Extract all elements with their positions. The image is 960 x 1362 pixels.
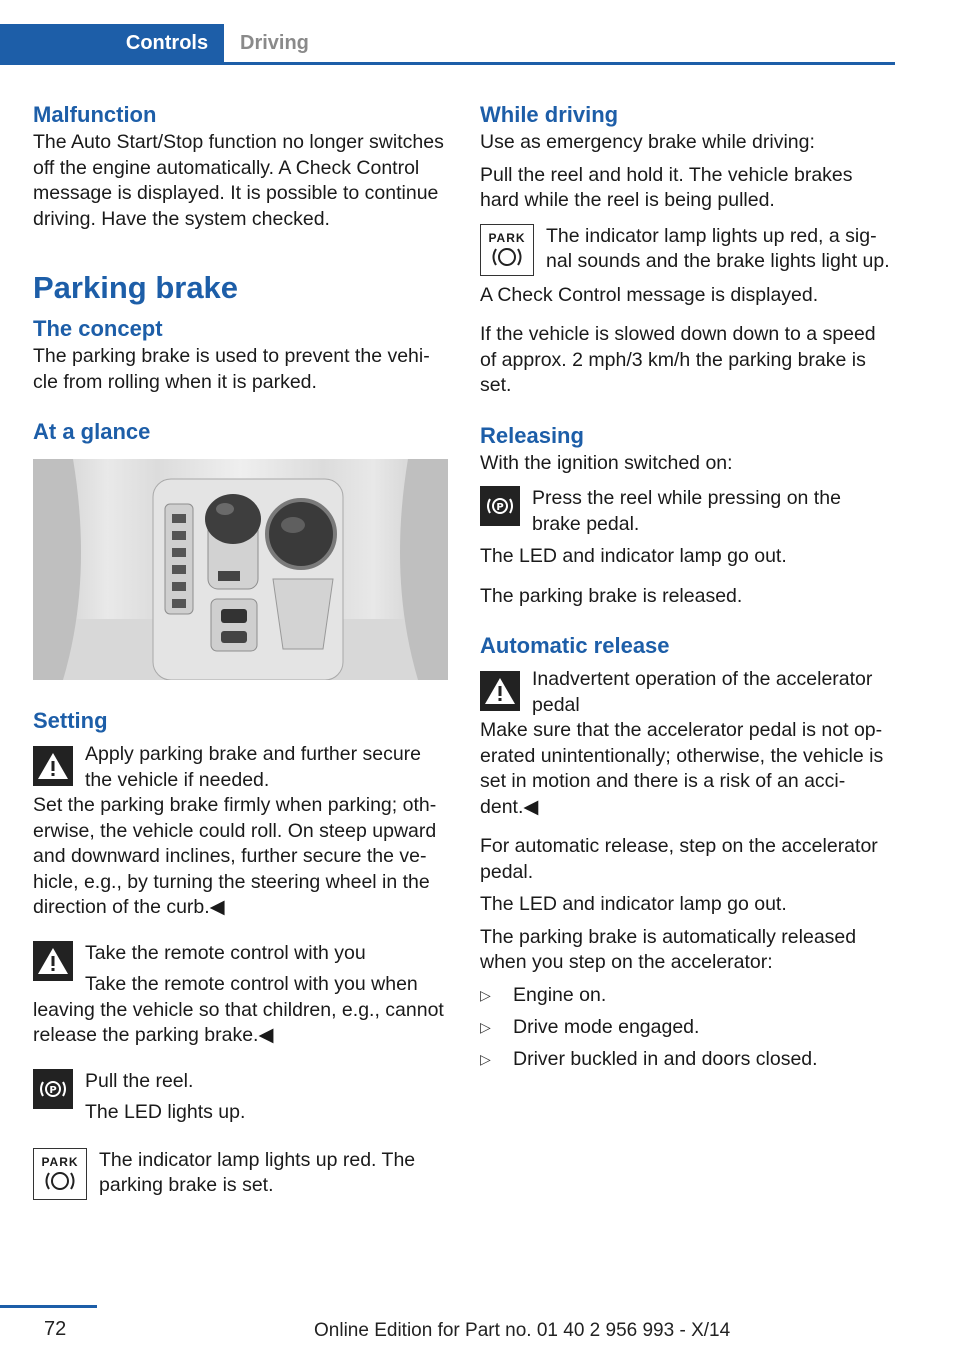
right-column	[480, 100, 895, 1079]
releasing-p2: The LED and indicator lamp go out.	[480, 545, 787, 567]
release-press-row	[480, 486, 895, 537]
bullet-triangle-icon: ▷	[480, 1018, 491, 1035]
section-title: Parking brake	[33, 270, 239, 305]
footer-rule	[0, 1305, 97, 1308]
malfunction-text: The Auto Start/Stop function no longer switches off the engine automatically. A Check Control message is displayed. It is possible to continue driving. Have the system checked.	[33, 131, 444, 230]
driving-p2: Pull the reel and hold it. The vehicle brakes hard while the reel is being pulled.	[480, 163, 853, 211]
warning-triangle-icon	[33, 746, 73, 786]
glance-heading: At a glance	[33, 419, 151, 444]
while-driving-heading: While driving	[480, 102, 619, 127]
indicator-set-text: The indicator lamp lights up red. The parking brake is set.	[99, 1148, 416, 1196]
driving-indicator-row	[480, 224, 895, 276]
led-lights-text: The LED lights up.	[85, 1101, 246, 1123]
releasing-p1: With the ignition switched on:	[480, 451, 733, 474]
warning-triangle-icon	[480, 671, 520, 711]
bullet-triangle-icon: ▷	[480, 1050, 491, 1067]
concept-heading: The concept	[33, 316, 163, 341]
warning-remote	[33, 941, 448, 998]
setting-heading: Setting	[33, 708, 108, 733]
automatic-release-heading: Automatic release	[480, 633, 670, 658]
bullet-triangle-icon: ▷	[480, 986, 491, 1003]
indicator-row	[33, 1148, 448, 1200]
header-bar	[0, 0, 895, 65]
driving-p4: If the vehicle is slowed down down to a speed of approx. 2 mph/3 km/h the parking brake is set.	[480, 323, 876, 396]
releasing-p3: The parking brake is released.	[480, 584, 743, 607]
console-illustration	[33, 459, 448, 680]
parking-brake-button-icon	[480, 486, 520, 526]
park-indicator-lamp-icon	[33, 1148, 87, 1200]
console-drawing	[33, 459, 448, 680]
pull-reel-row	[33, 1069, 448, 1126]
auto-p1: For automatic release, step on the accelerator pedal.	[480, 835, 878, 883]
warning2-text: leaving the vehicle so that children, e.g., cannot release the parking brake.◀	[33, 998, 444, 1046]
page-number: 72	[44, 1318, 67, 1340]
driving-indicator-text: The indicator lamp lights up red, a signal sounds and the brake lights light up.	[546, 224, 890, 272]
park-label: PARK	[41, 1154, 79, 1169]
list-item: ▷ Driver buckled in and doors closed.	[480, 1047, 895, 1073]
svg-text:P: P	[496, 502, 504, 513]
tab-driving[interactable]: Driving	[240, 32, 309, 54]
warning-setting	[33, 742, 448, 793]
warning1-text: Set the parking brake firmly when parking; otherwise, the vehicle could roll. On steep upward and downward inclines, further secure the vehicle, e.g., by turning the steering wheel in the direction of the curb.◀	[33, 794, 437, 918]
warning1-title: Apply parking brake and further secure the vehicle if needed.	[85, 743, 422, 791]
auto-warning-row	[480, 667, 895, 718]
malfunction-heading: Malfunction	[33, 102, 157, 127]
auto-p3: The parking brake is automatically released when you step on the accelerator:	[480, 925, 857, 973]
warning2-text-line1: Take the remote control with you when	[85, 973, 418, 995]
warning2-title: Take the remote control with you	[85, 941, 366, 964]
concept-text: The parking brake is used to prevent the vehicle from rolling when it is parked.	[33, 345, 430, 393]
releasing-press-text: Press the reel while pressing on the brake pedal.	[532, 487, 841, 535]
pull-reel-text: Pull the reel.	[85, 1069, 194, 1092]
release-conditions-list	[480, 983, 895, 1073]
park-label: PARK	[488, 230, 526, 245]
driving-p1: Use as emergency brake while driving:	[480, 131, 815, 153]
auto-warning-title: Inadvertent operation of the accelerator pedal	[532, 668, 873, 716]
park-indicator-lamp-icon	[480, 224, 534, 276]
auto-p2: The LED and indicator lamp go out.	[480, 893, 787, 915]
releasing-heading: Releasing	[480, 422, 584, 448]
svg-text:P: P	[49, 1084, 57, 1096]
warning-triangle-icon	[33, 941, 73, 981]
tab-controls[interactable]: Controls	[0, 24, 224, 62]
edition-text: Online Edition for Part no. 01 40 2 956 993 - X/14	[314, 1320, 731, 1341]
list-item: ▷ Engine on.	[480, 983, 895, 1009]
auto-warning-text: Make sure that the accelerator pedal is not operated unintentionally; otherwise, the vehicle is set in motion and there is a risk of an accident.◀	[480, 719, 884, 818]
parking-brake-button-icon	[33, 1069, 73, 1109]
driving-p3: A Check Control message is displayed.	[480, 283, 819, 306]
left-column	[33, 100, 448, 1200]
list-item: ▷ Drive mode engaged.	[480, 1015, 895, 1041]
